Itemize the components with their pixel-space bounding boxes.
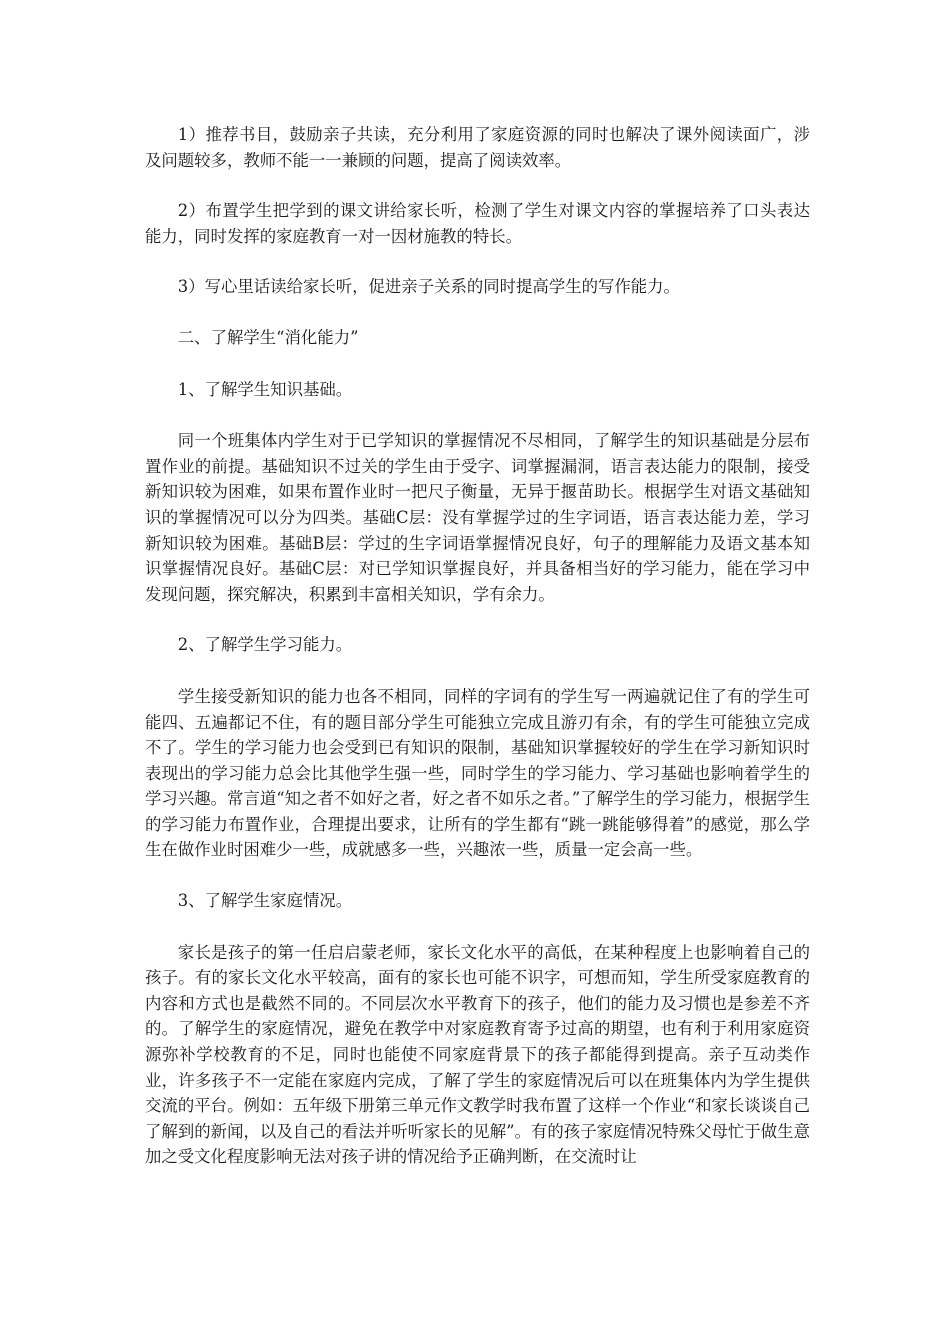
subsection-heading-2: 2、了解学生学习能力。 xyxy=(177,635,353,655)
paragraph-learning-ability: 学生接受新知识的能力也各不相同，同样的字词有的学生写一两遍就记住了有的学生可能四、五遍都记不住，有的题目部分学生可能独立完成且游刃有余，有的学生可能独立完成不了。学生的学习能力也会受到已有知识的限制，基础知识掌握较好的学生在学习新知识时表现出的学习能力总会比其他学生强一些，同时学生的学习能力、学习基础也影响着学生的学习兴趣。常言道“知之者不如好之者，好之者不如乐之者。”了解学生的学习能力，根据学生的学习能力布置作业，合理提出要求，让所有的学生都有“跳一跳能够得着”的感觉，那么学生在做作业时困难少一些，成就感多一些，兴趣浓一些，质量一定会高一些。 xyxy=(145,686,810,860)
subsection-heading-1: 1、了解学生知识基础。 xyxy=(177,379,353,399)
paragraph-family-situation: 家长是孩子的第一任启启蒙老师，家长文化水平的高低，在某种程度上也影响着自己的孩子。有的家长文化水平较高，面有的家长也可能不识字，可想而知，学生所受家庭教育的内容和方式也是截然不同的。不同层次水平教育下的孩子，他们的能力及习惯也是参差不齐的。了解学生的家庭情况，避免在教学中对家庭教育寄予过高的期望，也有利于利用家庭资源弥补学校教育的不足，同时也能使不同家庭背景下的孩子都能得到提高。亲子互动类作业，许多孩子不一定能在家庭内完成，了解了学生的家庭情况后可以在班集体内为学生提供交流的平台。例如：五年级下册第三单元作文教学时我布置了这样一个作业“和家长谈谈自己了解到的新闻，以及自己的看法并听听家长的见解”。有的孩子家庭情况特殊父母忙于做生意加之受文化程度影响无法对孩子讲的情况给予正确判断，在交流时让 xyxy=(145,942,810,1167)
subsection-heading-3: 3、了解学生家庭情况。 xyxy=(177,891,353,911)
paragraph-1: 1）推荐书目，鼓励亲子共读，充分利用了家庭资源的同时也解决了课外阅读面广，涉及问题较多，教师不能一一兼顾的问题，提高了阅读效率。 xyxy=(145,125,810,170)
paragraph-3: 3）写心里话读给家长听，促进亲子关系的同时提高学生的写作能力。 xyxy=(177,277,680,297)
paragraph-knowledge-base: 同一个班集体内学生对于已学知识的掌握情况不尽相同，了解学生的知识基础是分层布置作业的前提。基础知识不过关的学生由于受字、词掌握漏洞，语言表达能力的限制，接受新知识较为困难，如果布置作业时一把尺子衡量，无异于揠苗助长。根据学生对语文基础知识的掌握情况可以分为四类。基础C层：没有掌握学过的生字词语，语言表达能力差，学习新知识较为困难。基础B层：学过的生字词语掌握情况良好，句子的理解能力及语文基本知识掌握情况良好。基础C层：对已学知识掌握良好，并具备相当好的学习能力，能在学习中发现问题，探究解决，积累到丰富相关知识，学有余力。 xyxy=(145,431,810,604)
document-body xyxy=(145,122,810,1195)
section-heading: 二、了解学生“消化能力” xyxy=(177,327,359,347)
paragraph-2: 2）布置学生把学到的课文讲给家长听，检测了学生对课文内容的掌握培养了口头表达能力，同时发挥的家庭教育一对一因材施教的特长。 xyxy=(145,201,810,246)
